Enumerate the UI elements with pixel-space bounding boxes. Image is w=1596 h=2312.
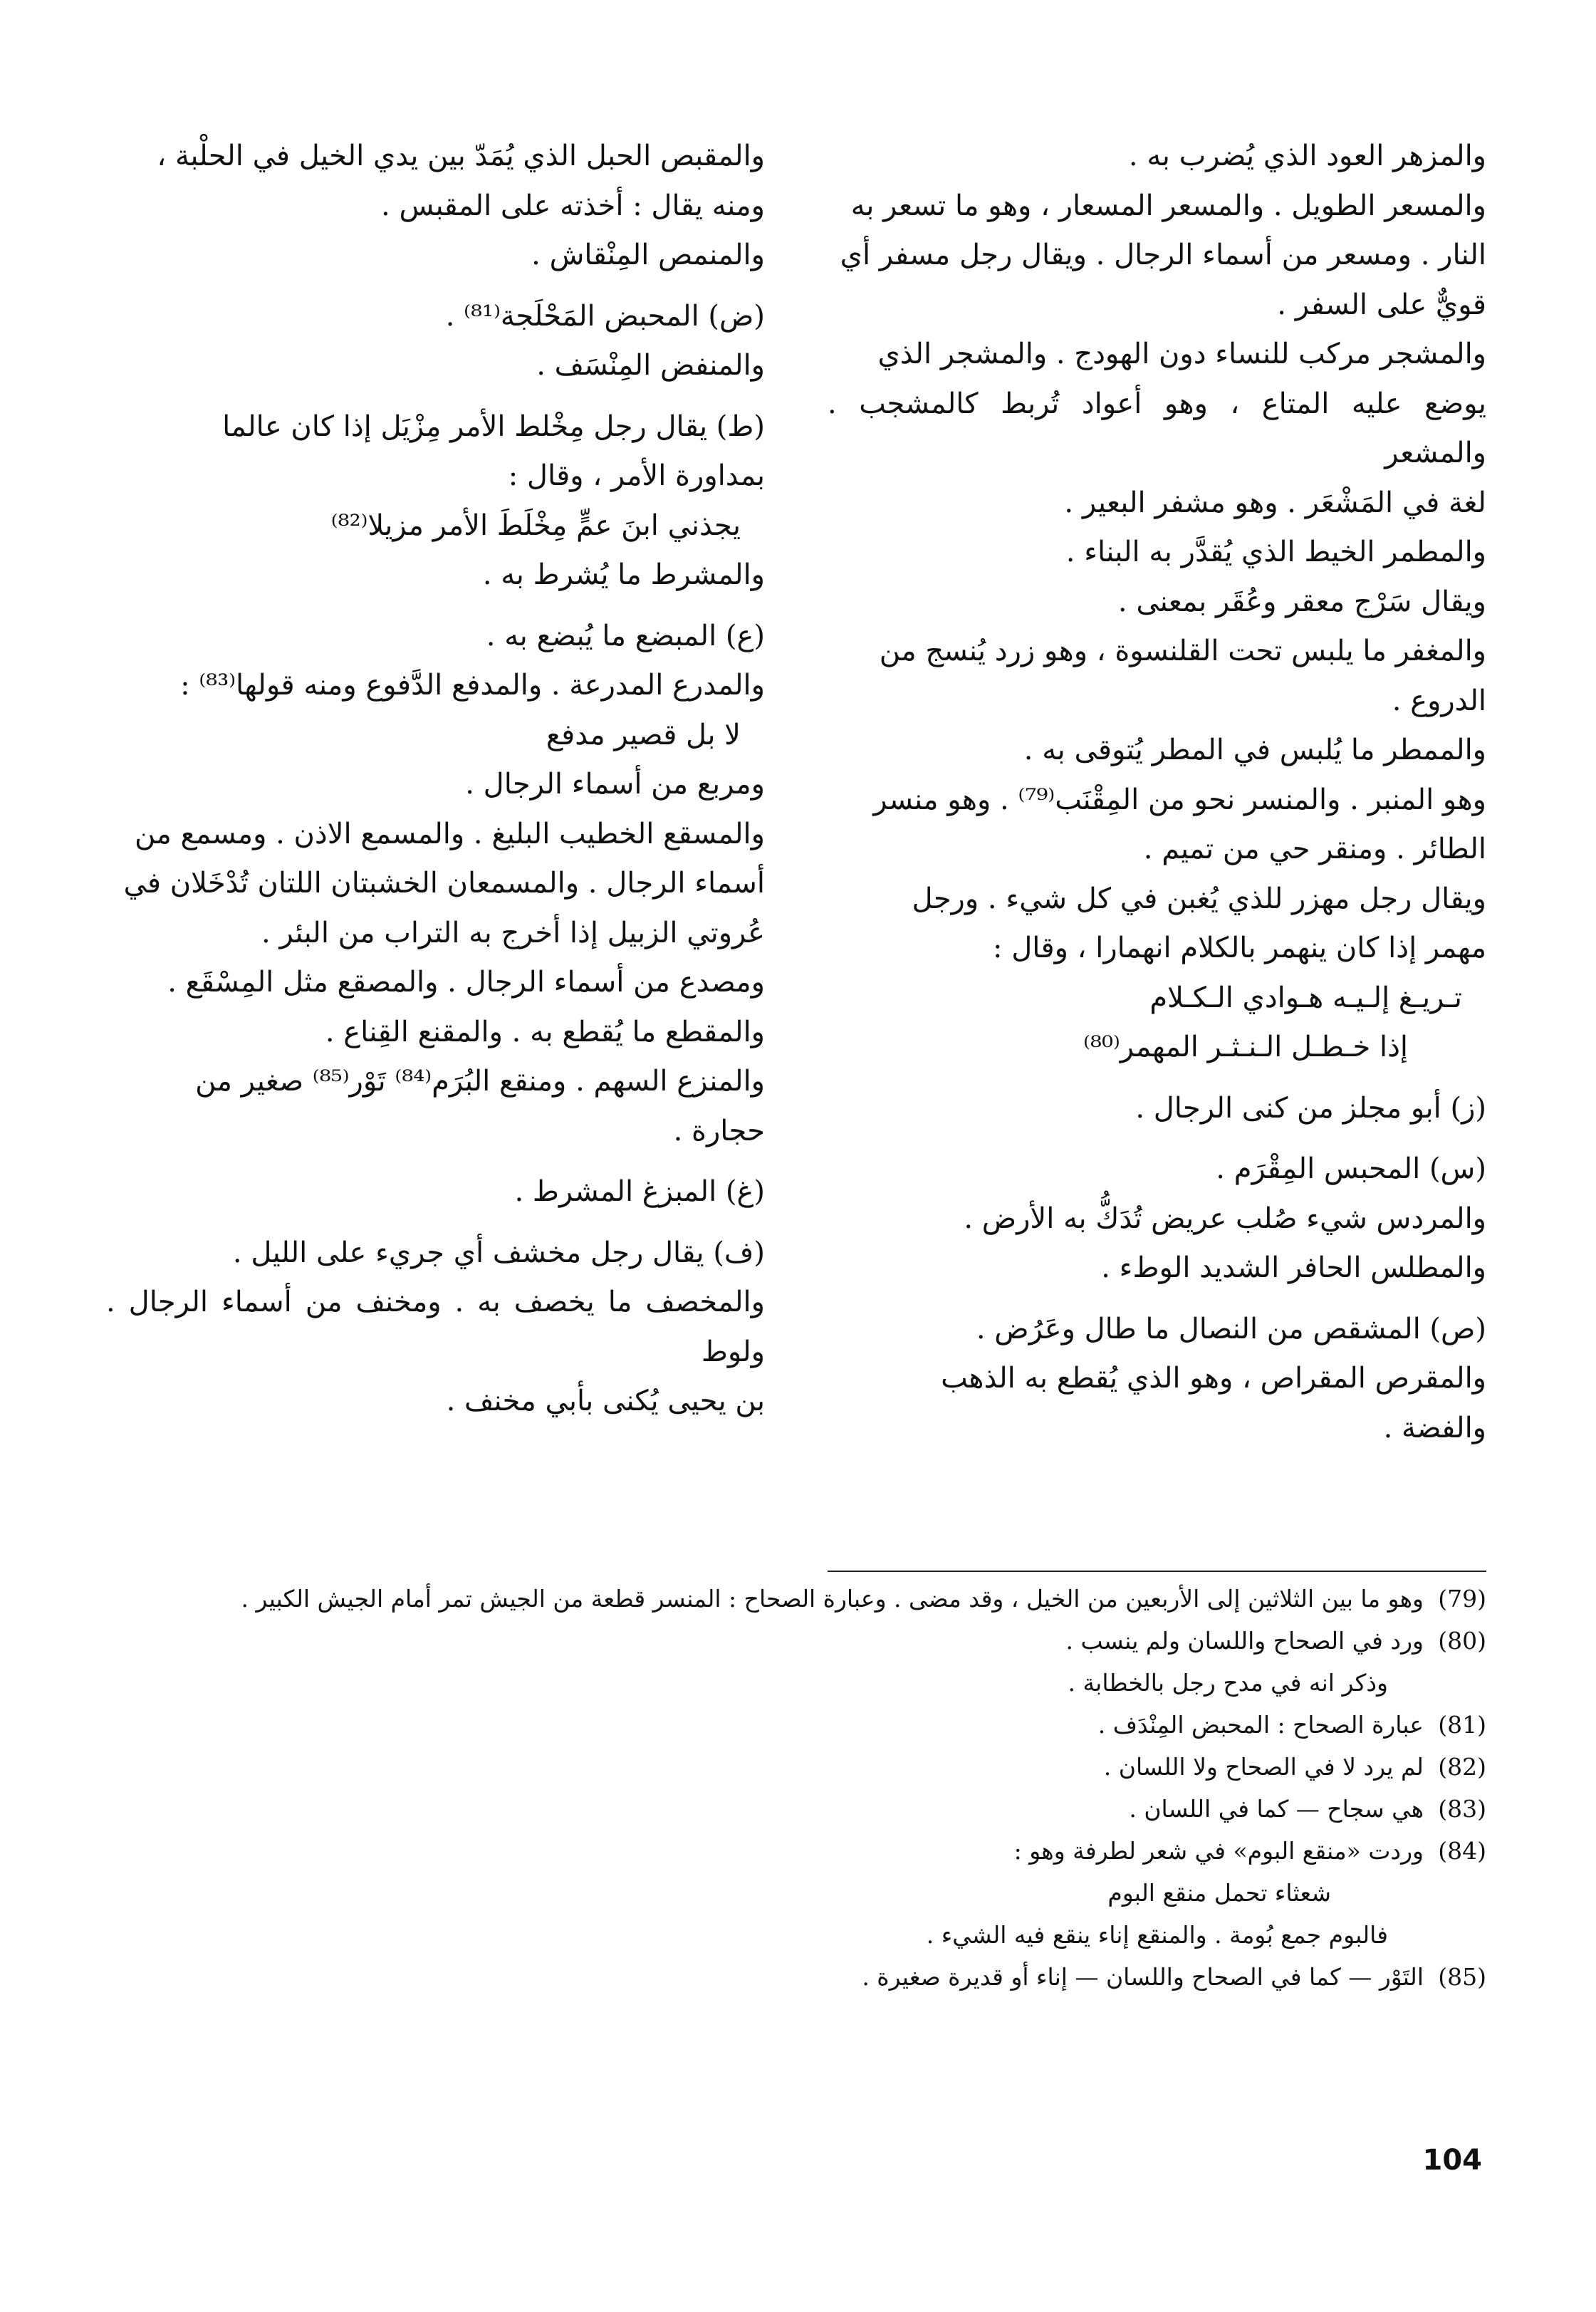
- footnote: [90, 1830, 1486, 1872]
- text-line: عُروتي الزبيل إذا أخرج به التراب من البئر .: [261, 916, 765, 949]
- text-line: والمنمص المِنْقاش .: [531, 239, 765, 271]
- text-line: والمدرع المدرعة . والمدفع الدَّفوع ومنه قولها⁽⁸³⁾ :: [180, 669, 765, 702]
- page-number: 104: [1422, 2144, 1482, 2177]
- verse-line: [106, 501, 741, 551]
- footnotes: [90, 1578, 1486, 1998]
- footnote: [90, 1620, 1486, 1662]
- verse-line: [106, 711, 741, 761]
- paragraph-gap: [828, 1073, 1486, 1084]
- text-line: (غ) المبزغ المشرط .: [514, 1175, 765, 1208]
- footnote-text: لم يرد لا في الصحاح ولا اللسان .: [1103, 1753, 1424, 1781]
- footnote-text: وردت «منقع البوم» في شعر لطرفة وهو :: [1013, 1837, 1424, 1865]
- text-line: ويقال سَرْج معقر وعُقَر بمعنى .: [1117, 585, 1486, 618]
- text-line: قويٌّ على السفر .: [1277, 288, 1486, 321]
- text-line: والمطلس الحافر الشديد الوطء .: [1101, 1251, 1486, 1284]
- text-line: (س) المحبس المِقْرَم .: [1216, 1152, 1486, 1185]
- verse-text: لا بل قصير مدفع: [546, 718, 741, 751]
- text-line: والمنفض المِنْسَف .: [536, 349, 765, 382]
- footnote-number: (80): [1438, 1627, 1486, 1655]
- verse-line: [828, 1023, 1408, 1073]
- footnote-number: (79): [1438, 1585, 1486, 1613]
- footnote: [90, 1578, 1486, 1620]
- text-line: والمقبص الحبل الذي يُمَدّ بين يدي الخيل في الحلْبة ،: [157, 140, 765, 172]
- text-line: والمقرص المقراص ، وهو الذي يُقطع به الذهب: [941, 1362, 1486, 1395]
- text-line: (ز) أبو مجلز من كنى الرجال .: [1135, 1091, 1486, 1125]
- footnote-text: التَوْر — كما في الصحاح واللسان — إناء أو قديرة صغيرة .: [862, 1963, 1424, 1991]
- text-line: والمسعر الطويل . والمسعر المسعار ، وهو ما تسعر به: [850, 189, 1486, 222]
- verse-text: تـريـغ إلـيـه هـوادي الـكـلام: [1149, 981, 1462, 1014]
- text-line: والمقطع ما يُقطع به . والمقنع القِناع .: [325, 1015, 765, 1048]
- text-line: (ط) يقال رجل مِخْلط الأمر مِزْيَل إذا كان عالما: [222, 410, 765, 443]
- footnote-text: ورد في الصحاح واللسان ولم ينسب .: [1065, 1627, 1424, 1655]
- text-line: والمنزع السهم . ومنقع البُرَم⁽⁸⁴⁾ تَوْر⁽⁸⁵⁾ صغير من: [195, 1065, 765, 1098]
- footnote-number: (84): [1438, 1837, 1486, 1865]
- footnote: [90, 1914, 1486, 1956]
- text-line: (ع) المبضع ما يُبضع به .: [486, 619, 765, 652]
- text-line: والمشجر مركب للنساء دون الهودج . والمشجر الذي: [877, 338, 1486, 370]
- footnote-text: فالبوم جمع بُومة . والمنقع إناء ينقع فيه الشيء .: [926, 1921, 1388, 1949]
- footnote-text: وذكر انه في مدح رجل بالخطابة .: [1068, 1669, 1388, 1697]
- footnote-number: [1424, 1872, 1486, 1914]
- left-column: [106, 132, 765, 1427]
- footnote: [90, 1872, 1486, 1914]
- text-line: ومربع من أسماء الرجال .: [465, 768, 765, 801]
- text-line: أسماء الرجال . والمسمعان الخشبتان اللتان تُدْخَلان في: [123, 867, 765, 900]
- footnote-text: وهو ما بين الثلاثين إلى الأربعين من الخيل ، وقد مضى . وعبارة الصحاح : المنسر قطعة من الجيش تمر أمام الجيش الكبير .: [241, 1585, 1424, 1613]
- text-line: والممطر ما يُلبس في المطر يُتوقى به .: [1023, 734, 1486, 766]
- footnote: [90, 1704, 1486, 1746]
- footnote-number: (85): [1438, 1963, 1486, 1991]
- footnote-number: [1424, 1914, 1486, 1956]
- footnote: [90, 1956, 1486, 1998]
- footnote-separator: [828, 1571, 1486, 1572]
- paragraph-gap: [106, 281, 765, 292]
- footnote: [90, 1662, 1486, 1704]
- text-line: ويقال رجل مهزر للذي يُغبن في كل شيء . ورجل: [912, 882, 1486, 915]
- footnote: [90, 1788, 1486, 1830]
- footnote-text: هي سجاح — كما في اللسان .: [1129, 1795, 1424, 1823]
- text-line: والمطمر الخيط الذي يُقدَّر به البناء .: [1065, 536, 1486, 568]
- text-line: حجارة .: [673, 1114, 765, 1147]
- text-line: الطائر . ومنقر حي من تميم .: [1143, 833, 1486, 865]
- text-line: مهمر إذا كان ينهمر بالكلام انهمارا ، وقال :: [993, 932, 1486, 964]
- text-line: (ص) المشقص من النصال ما طال وعَرُض .: [976, 1312, 1486, 1345]
- footnote: [90, 1746, 1486, 1788]
- paragraph-gap: [828, 1133, 1486, 1145]
- footnote-number: (82): [1438, 1753, 1486, 1781]
- footnote-text: شعثاء تحمل منقع البوم: [1107, 1879, 1331, 1907]
- paragraph-gap: [106, 600, 765, 612]
- paragraph-gap: [828, 1293, 1486, 1305]
- text-line: والفضة .: [1383, 1411, 1486, 1444]
- text-line: يوضع عليه المتاع ، وهو أعواد تُربط كالمشجب . والمشعر: [828, 387, 1486, 469]
- text-line: الدروع .: [1392, 684, 1486, 717]
- text-line: والمسقع الخطيب البليغ . والمسمع الاذن . ومسمع من: [134, 817, 765, 850]
- verse-text: إذا خـطـل الـنـثـر المهمر⁽⁸⁰⁾: [1083, 1031, 1408, 1063]
- text-line: والمخصف ما يخصف به . ومخنف من أسماء الرجال . ولوط: [106, 1286, 765, 1368]
- text-line: والمردس شيء صُلب عريض تُدَكُّ به الأرض .: [964, 1202, 1486, 1235]
- right-column: [828, 132, 1486, 1453]
- text-line: النار . ومسعر من أسماء الرجال . ويقال رجل مسفر أي: [840, 239, 1486, 271]
- text-line: بن يحيى يُكنى بأبي مخنف .: [446, 1385, 765, 1417]
- text-line: وهو المنبر . والمنسر نحو من المِقْنَب⁽⁷⁹⁾ . وهو منسر: [873, 783, 1486, 816]
- footnote-number: [1424, 1662, 1486, 1704]
- footnote-number: (83): [1438, 1795, 1486, 1823]
- verse-text: يجذني ابنَ عمٍّ مِخْلَطَ الأمر مزيلا⁽⁸²⁾: [330, 509, 741, 542]
- paragraph-gap: [106, 1156, 765, 1167]
- text-line: والمغفر ما يلبس تحت القلنسوة ، وهو زرد يُنسج من: [879, 635, 1486, 667]
- text-line: (ض) المحبض المَحْلَجة⁽⁸¹⁾ .: [445, 299, 765, 333]
- footnote-number: (81): [1438, 1711, 1486, 1739]
- text-line: ومصدع من أسماء الرجال . والمصقع مثل المِسْقَع .: [167, 966, 765, 999]
- paragraph-gap: [106, 391, 765, 402]
- text-line: لغة في المَشْعَر . وهو مشفر البعير .: [1064, 486, 1486, 519]
- text-line: ومنه يقال : أخذته على المقبس .: [381, 189, 765, 222]
- paragraph-gap: [106, 1217, 765, 1229]
- text-line: بمداورة الأمر ، وقال :: [508, 459, 765, 492]
- text-line: والمزهر العود الذي يُضرب به .: [1128, 140, 1486, 172]
- verse-line: [828, 974, 1462, 1024]
- footnote-text: عبارة الصحاح : المحبض المِنْدَف .: [1097, 1711, 1424, 1739]
- text-line: والمشرط ما يُشرط به .: [482, 558, 765, 591]
- text-line: (ف) يقال رجل مخشف أي جريء على الليل .: [232, 1236, 765, 1269]
